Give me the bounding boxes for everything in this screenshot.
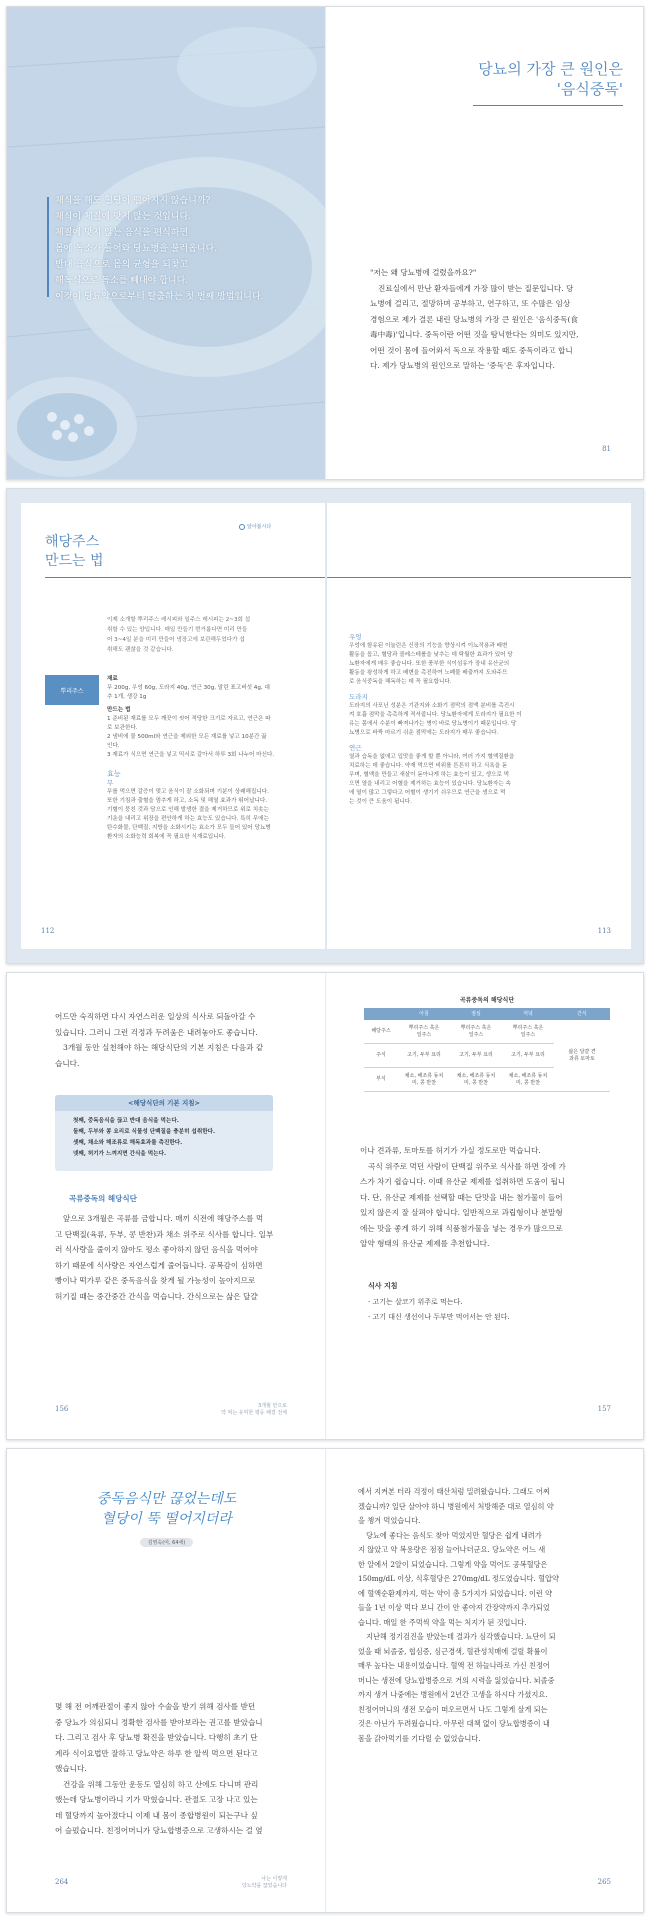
running-head <box>177 1876 287 1890</box>
page-number: 264 <box>55 1878 69 1886</box>
text-line: 까지 생겨 나중에는 병원에서 2년간 고생을 하시다 가셨지요. <box>358 1690 548 1699</box>
text-line: 로 음식중독을 해독하는 데 꼭 필요합니다. <box>349 679 452 685</box>
opening-quote <box>55 193 315 305</box>
text-line: 인다. <box>107 743 120 749</box>
lightbulb-icon <box>239 524 245 530</box>
table-header-cell: 저녁 <box>523 1010 533 1017</box>
guideline-item: 첫째, 중독음식을 끊고 반대 음식을 먹는다. <box>73 1118 179 1124</box>
diet-paragraph <box>55 1211 303 1304</box>
page-number: 112 <box>41 927 55 935</box>
text-line: 탄수화물, 단백질, 지방을 소화시키는 효소가 모두 들어 있어 당뇨병 <box>107 825 271 831</box>
table-cell: 채소, 해조류 동치미, 콩 반찬 <box>398 1068 450 1092</box>
text-line: 다. 제가 당뇨병의 원인으로 말하는 '중독'은 후자입니다. <box>370 361 555 370</box>
text-line: 추 1개, 생강 1g <box>107 694 147 700</box>
text-line: "저는 왜 당뇨병에 걸렸을까요?" <box>370 268 477 277</box>
title-line: '음식중독' <box>556 80 623 98</box>
text-line: 무 200g, 우엉 60g, 도라지 40g, 연근 30g, 말린 표고버섯 4g, 대 <box>107 685 270 691</box>
photo-page <box>7 7 326 479</box>
story-title <box>7 1489 326 1548</box>
text-line: 이제 소개할 뿌리주스 레시피와 일주스 레시피는 2~3회 섭 <box>107 617 251 623</box>
text-line: 했습니다. <box>55 1764 87 1773</box>
table-cell: 뿌리주스 혹은 일주스 <box>502 1020 554 1044</box>
quote-line: 해독식으로 독소를 빼내야 합니다. <box>55 276 189 286</box>
quote-line: 반대 음식으로 몸의 균형을 되찾고 <box>55 260 189 270</box>
text-line: 또한 기침과 출혈을 멈추게 하고, 소독 및 해열 효과가 뛰어납니다. <box>107 798 268 804</box>
info-badge <box>239 523 271 530</box>
text-line: 하기 때문에 식사량은 자연스럽게 줄어듭니다. 공복감이 심하면 <box>55 1260 263 1270</box>
text-line: 으면 열을 내리고 어혈을 제거하는 효능이 있습니다. 당뇨환자는 속 <box>349 781 511 787</box>
table-header-cell: 간식 <box>577 1010 587 1017</box>
text-line: 뇨병으로 바짝 마르기 쉬운 점막에는 도라지가 매우 좋습니다. <box>349 730 499 736</box>
text-line: 곡식 위주로 먹던 사람이 단백질 위주로 식사를 하면 장에 가 <box>368 1161 566 1171</box>
table-header-row <box>364 1008 610 1020</box>
text-line: 있지 않은지 잘 살펴야 합니다. 일반적으로 과립형이나 분말형 <box>360 1208 563 1217</box>
text-line: 습니다. <box>55 1058 80 1068</box>
text-line: 활동을 왕성하게 하고 배변을 촉진하여 노폐물 배출까지 도와주므 <box>349 670 508 676</box>
text-line: 켜 호흡 점막을 촉촉하게 적셔줍니다. 당뇨환자에게 도라지가 필요한 이 <box>349 712 522 718</box>
running-head <box>177 1403 287 1417</box>
table-body <box>364 1020 610 1092</box>
text-line: 무를 먹으면 갈증이 멎고 음식이 잘 소화되며 기분이 상쾌해집니다. <box>107 789 269 795</box>
story-page-right <box>326 1449 644 1912</box>
meal-table <box>364 995 610 1092</box>
text-line: 것은 아닌가 두려웠습니다. 아무런 대책 없이 당뇨합병증이 내 <box>358 1719 550 1728</box>
text-line: 에 혈액순환제까지, 먹는 약이 총 5가지가 되었습니다. 이런 약 <box>358 1588 553 1598</box>
table-header-cell: 점심 <box>471 1010 481 1017</box>
badge-label: 알아봅시다 <box>247 524 272 530</box>
text-line: 취해도 괜찮을 것 같습니다. <box>107 647 174 653</box>
text-line: 이나 견과류, 토마토를 허기가 가실 정도로만 먹습니다. <box>360 1146 541 1155</box>
title-line: 당뇨의 가장 큰 원인은 <box>478 60 623 78</box>
text-line: 몸을 갉아먹기를 기다릴 순 없었습니다. <box>358 1733 481 1743</box>
text-line: 도라지의 사포닌 성분은 기관지와 소화기 점막의 점액 분비를 촉진시 <box>349 703 515 709</box>
effect-title: 우엉 <box>349 633 362 641</box>
effects-title: 효능 <box>107 770 121 778</box>
table-header-cell: 아침 <box>419 1010 429 1017</box>
table-cell: 고기, 두부 요리 <box>450 1044 502 1068</box>
intro-paragraph <box>55 1009 303 1071</box>
guideline-box-title: <해당식단의 기본 지침> <box>55 1095 273 1111</box>
effect-title: 연근 <box>349 744 362 752</box>
header-rule <box>327 577 631 578</box>
recipe-page-right <box>247 503 631 949</box>
text-line: 을 챙겨 먹었습니다. <box>358 1516 421 1525</box>
story-paragraph-right <box>358 1485 610 1746</box>
text-line: 뇨환자에게 매우 좋습니다. 또한 풍부한 식이섬유가 장내 유산균의 <box>349 661 510 667</box>
page-number: 157 <box>597 1405 611 1413</box>
text-line: 유는 몸에서 수분이 빠져나가는 병이 바로 당뇨병이기 때문입니다. 당 <box>349 721 517 727</box>
author-badge: 김영숙(여, 64세) <box>140 1538 194 1547</box>
title-line: 해당주스 <box>45 534 100 550</box>
diet-page-left <box>7 973 326 1439</box>
guideline-item: 셋째, 채소와 해조류로 해독효과를 촉진한다. <box>73 1140 183 1146</box>
text-line: 우며, 혈액을 만들고 새살이 돋아나게 하는 효능이 있고, 생으로 먹 <box>349 772 510 778</box>
text-line: 앞으로 3개월은 곡류를 금합니다. 매끼 식전에 해당주스를 먹 <box>63 1214 264 1223</box>
text-line: 毒中毒)'입니다. 중독이란 어떤 것을 탐닉한다는 의미도 있지만, <box>370 330 579 339</box>
guide-item: · 고기는 살코기 위주로 먹는다. <box>368 1298 463 1306</box>
text-line: 머니는 생전에 당뇨합병증으로 거의 시력을 잃었습니다. 뇌졸중 <box>358 1675 555 1685</box>
quote-line: 채식이 체질에 맞지 않는 것입니다. <box>55 212 192 222</box>
text-line: 겠습니까? 일단 살아야 하니 병원에서 처방해준 대로 열심히 약 <box>358 1501 554 1511</box>
text-line: 에는 맛을 좋게 하기 위해 식품첨가물을 넣는 경우가 많으므로 <box>360 1223 563 1233</box>
guide-title: 식사 지침 <box>368 1282 398 1290</box>
table-cell: 고기, 두부 요리 <box>502 1044 554 1068</box>
text-line: 친정어머니의 생전 모습이 떠오르면서 나도 그렇게 살게 되는 <box>358 1704 548 1714</box>
table-cell: 채소, 해조류 동치미, 콩 반찬 <box>502 1068 554 1092</box>
ingredient-effects <box>349 633 539 807</box>
text-line: 환자의 소화능력 회복에 꼭 필요한 식재료입니다. <box>107 834 226 840</box>
row-label: 부식 <box>364 1068 398 1092</box>
text-line: 건강을 위해 그동안 운동도 열심히 하고 산에도 다니며 관리 <box>63 1779 259 1789</box>
text-line: 는 것이 큰 도움이 됩니다. <box>349 799 412 805</box>
text-line: 취할 수 있는 양입니다. 매일 만들기 번거롭다면 미리 만들 <box>107 627 248 633</box>
text-line: 다. 그리고 검사 후 당뇨병 확진을 받았습니다. 다행히 초기 단 <box>55 1733 258 1742</box>
runhead-line: 나는 이렇게 <box>261 1876 287 1882</box>
chapter-title <box>473 59 623 106</box>
quote-accent-line <box>47 197 49 297</box>
quote-line: 몸에 독소가 들어와 당뇨병을 불러옵니다. <box>55 244 218 254</box>
title-underline <box>473 105 623 106</box>
snack-cell: 삶은 달걀 견과류 토마토 <box>554 1020 610 1092</box>
right-paragraph <box>360 1143 608 1252</box>
text-line: 기운을 내리고 위장을 편안하게 하는 효능도 있습니다. 특히 무에는 <box>107 816 269 822</box>
effects-subtitle: 무 <box>107 779 114 787</box>
text-line: 150mg/dL 이상, 식후혈당은 270mg/dL 정도였습니다. 혈압약 <box>358 1574 559 1583</box>
table-cell: 뿌리주스 혹은 일주스 <box>398 1020 450 1044</box>
title-line: 중독음식만 끊었는데도 <box>96 1491 237 1507</box>
text-line: 중 당뇨가 의심되니 정확한 검사를 받아보라는 권고를 받았습니 <box>55 1717 263 1727</box>
recipe-body <box>107 675 315 842</box>
spread-3 <box>6 972 644 1440</box>
text-line: 한 알에서 2알이 되었습니다. 그렇게 약을 먹어도 공복혈당은 <box>358 1559 548 1569</box>
ingredients-title: 재료 <box>107 676 118 682</box>
text-line: 매우 높다는 내용이었습니다. 혈액 전 하늘나라로 가신 친정어 <box>358 1661 550 1670</box>
text-line: 다. 단, 유산균 제제를 선택할 때는 단맛을 내는 첨가물이 들어 <box>360 1192 563 1202</box>
row-label: 해당주스 <box>364 1020 398 1044</box>
method-title: 만드는 법 <box>107 707 131 713</box>
text-line: 열과 습독을 없애고 입맛을 좋게 할 뿐 아니라, 여러 가지 혈액질환을 <box>349 754 515 760</box>
text-line: 당뇨에 좋다는 음식도 찾아 먹었지만 혈당은 쉽게 내려가 <box>366 1530 542 1540</box>
table-header-cell <box>364 1008 398 1020</box>
recipe-intro <box>107 615 312 655</box>
runhead-line: 3개월 만으로 <box>258 1403 287 1409</box>
text-line: 뇨병에 걸리고, 절망하며 공부하고, 연구하고, 또 수많은 임상 <box>370 299 571 308</box>
spread-2 <box>6 488 644 964</box>
text-line: 들을 1년 이상 먹다 보니 간이 안 좋아져 간장약까지 추가되었 <box>358 1603 550 1612</box>
guide-item: · 고기 대신 생선이나 두부만 먹어서는 안 된다. <box>368 1313 510 1321</box>
text-line: 3개월 동안 실천해야 하는 해당식단의 기본 지침은 다음과 같 <box>63 1043 264 1052</box>
text-line: 에 열이 많고 그렇다고 어혈이 생기기 쉬우므로 연근을 생으로 먹 <box>349 790 506 796</box>
spread-1 <box>6 6 644 480</box>
text-line: 경험으로 제가 결론 내린 당뇨병의 가장 큰 원인은 '음식중독(食 <box>370 314 579 324</box>
text-line: 빵이나 떡가루 같은 중독음식을 찾게 될 가능성이 높아지므로 <box>55 1276 256 1285</box>
text-line: 데 혈당까지 높아졌다니 이제 내 몸이 종합병원이 되는구나 싶 <box>55 1810 258 1820</box>
story-paragraph-left <box>55 1699 303 1839</box>
guideline-item: 둘째, 두부와 콩 요리로 식물성 단백질을 충분히 섭취한다. <box>73 1129 216 1135</box>
text-line: 활동을 돕고, 혈당과 콜레스테롤을 낮추는 데 탁월한 효과가 있어 당 <box>349 652 513 658</box>
text-line: 지난해 정기검진을 받았는데 결과가 심각했습니다. 뇨단이 되 <box>366 1632 556 1641</box>
text-line: 계라 식이요법만 잘하고 당뇨약은 하루 한 알씩 먹으면 된다고 <box>55 1748 258 1758</box>
text-line: 몇 해 전 어깨관절이 좋지 않아 수술을 받기 위해 검사를 받던 <box>55 1702 256 1711</box>
spread-4 <box>6 1448 644 1913</box>
text-line: 2 냄비에 물 500ml와 연근을 제외한 모든 재료를 넣고 10분간 끓 <box>107 734 267 740</box>
diet-page-right <box>326 973 644 1439</box>
text-line: 습니다. 매일 한 주먹씩 약을 먹는 처지가 된 것입니다. <box>358 1617 527 1627</box>
text-line: 3 재료가 식으면 연근을 넣고 믹서로 갈아서 하루 3회 나누어 마신다. <box>107 752 275 758</box>
text-line: 있습니다. 그러니 그런 걱정과 두려움은 내려놓아도 좋습니다. <box>55 1027 258 1037</box>
recipe-title <box>45 533 104 571</box>
effect-title: 도라지 <box>349 693 368 701</box>
recipe-page-left <box>21 503 325 949</box>
text-line: 알약 형태의 유산균 제제를 추천합니다. <box>360 1239 490 1248</box>
text-line: 우엉에 함유된 이눌린은 신장의 기능을 향상시켜 이뇨작용과 배변 <box>349 643 508 649</box>
juice-tag: 뿌리주스 <box>45 675 99 705</box>
text-line: 어 슬펐습니다. 친정어머니가 당뇨합병증으로 고생하시는 걸 옆 <box>55 1826 263 1835</box>
guide-list <box>368 1295 608 1325</box>
text-page <box>326 7 644 479</box>
quote-line: 채식을 해도 혈당이 떨어지지 않습니까? <box>55 196 211 206</box>
text-line: 에서 지켜본 터라 걱정이 태산처럼 밀려왔습니다. 그래도 어찌 <box>358 1487 550 1496</box>
page-number: 113 <box>597 927 611 935</box>
text-line: 러 식사량을 줄이지 않아도 평소 좋아하지 않던 음식을 먹어야 <box>55 1245 258 1254</box>
guideline-box <box>55 1095 273 1171</box>
text-line: 어 3~4일 분을 미리 만들어 냉장고에 보관해두었다가 섭 <box>107 637 245 643</box>
text-line: 치료하는 데 좋습니다. 약재 먹으면 비위를 튼튼히 하고 식욕을 돋 <box>349 763 508 769</box>
text-line: 했는데 당뇨병이라니 기가 막혔습니다. 관절도 고장 나고 있는 <box>55 1795 258 1804</box>
page-number: 81 <box>602 445 611 453</box>
table-cell: 고기, 두부 요리 <box>398 1044 450 1068</box>
page-number: 265 <box>597 1878 611 1886</box>
page-number: 156 <box>55 1405 69 1413</box>
text-line: 어떤 것이 몸에 들어와서 독으로 작용할 때도 중독이라고 합니 <box>370 345 573 355</box>
quote-line: 체질에 맞지 않는 음식을 편식하면 <box>55 228 189 238</box>
row-label: 주식 <box>364 1044 398 1068</box>
text-line: 진료실에서 만난 환자들에게 가장 많이 받는 질문입니다. 당 <box>378 283 574 293</box>
runhead-line: 당뇨약을 끊었습니다 <box>241 1883 287 1889</box>
section-title: 곡류중독의 해당식단 <box>69 1194 137 1203</box>
table-cell: 뿌리주스 혹은 일주스 <box>450 1020 502 1044</box>
quote-line: 이것이 당뇨약으로부터 탈출하는 첫 번째 방법입니다. <box>55 292 264 302</box>
meal-table-title: 곡류중독의 해당식단 <box>459 997 515 1004</box>
text-line: 허기질 때는 중간중간 간식을 먹습니다. 간식으로는 삶은 달걀 <box>55 1291 258 1301</box>
text-line: 1 준비된 재료를 모두 깨끗이 씻어 적당한 크기로 자르고, 연근은 따 <box>107 716 271 722</box>
title-line: 혈당이 뚝 떨어지더라 <box>101 1511 232 1527</box>
text-line: 기혈이 뭉친 것과 담으로 인해 발생한 결을 제거하므로 위로 치솟는 <box>107 807 269 813</box>
guideline-list <box>55 1111 273 1165</box>
text-line: 고 단백질(육류, 두부, 콩 반찬)과 채소 위주로 식사를 합니다. 일부 <box>55 1229 274 1239</box>
title-line: 만드는 법 <box>45 553 104 569</box>
text-line: 지 않았고 약 복용량은 점점 늘어나더군요. 당뇨약은 어느 새 <box>358 1545 546 1554</box>
guideline-item: 넷째, 허기가 느껴지면 간식을 먹는다. <box>73 1151 167 1157</box>
title-rule <box>45 577 325 578</box>
table-cell: 채소, 해조류 동치미, 콩 반찬 <box>450 1068 502 1092</box>
opening-paragraph <box>370 265 622 374</box>
text-line: 었을 때 뇌졸중, 협심증, 심근경색, 혈관성치매에 걸릴 확률이 <box>358 1646 548 1656</box>
text-line: 어드만 숙직하면 다시 자연스러운 일상의 식사로 되돌아갈 수 <box>55 1012 256 1021</box>
story-page-left <box>7 1449 326 1912</box>
text-line: 로 보관한다. <box>107 725 138 731</box>
runhead-line: 약 먹는 유익한 평등 해결 전체 <box>221 1410 287 1416</box>
text-line: 스가 차기 쉽습니다. 이때 유산균 제제를 섭취하면 도움이 됩니 <box>360 1177 566 1186</box>
